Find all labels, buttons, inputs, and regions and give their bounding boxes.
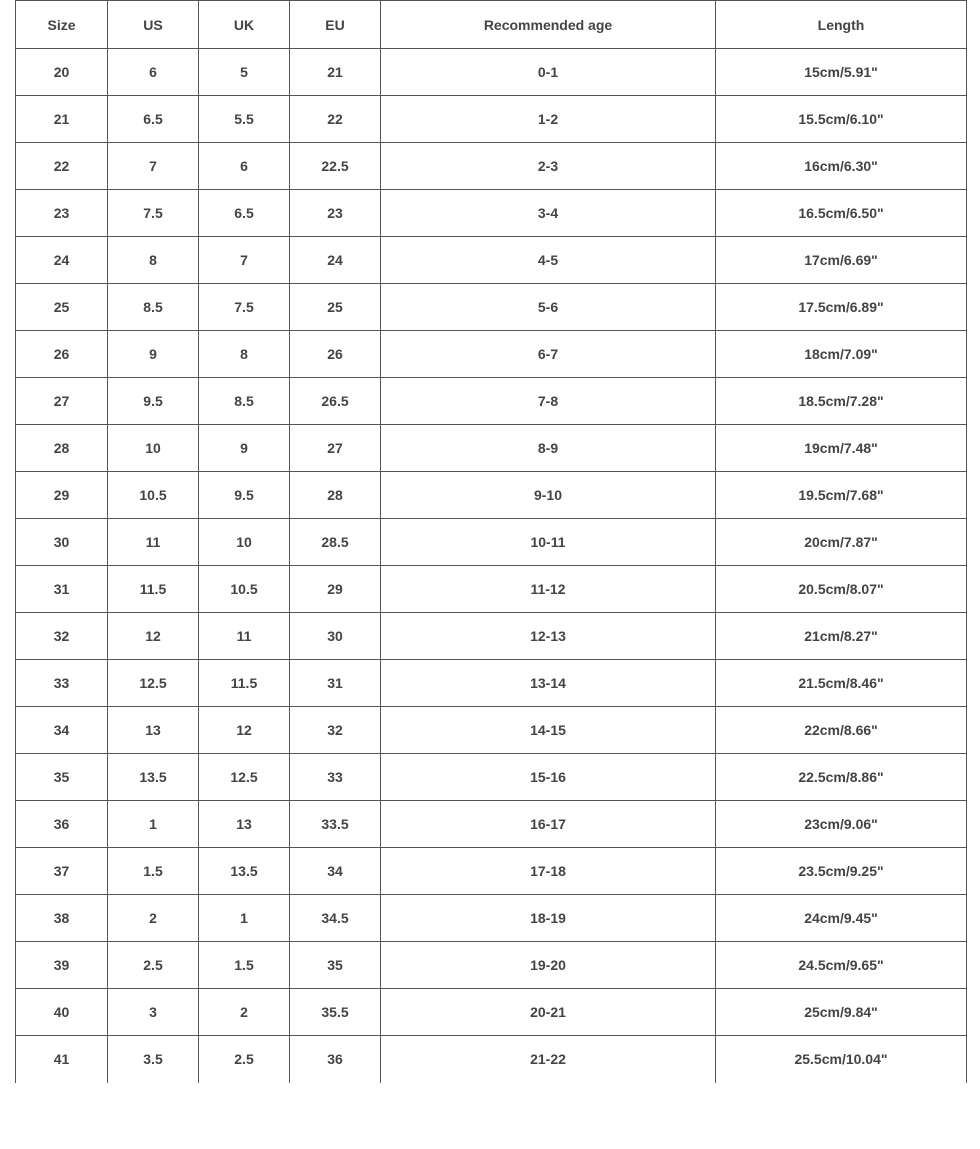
cell-uk: 6 xyxy=(199,143,290,190)
cell-us: 1.5 xyxy=(108,848,199,895)
table-row xyxy=(16,895,967,942)
cell-recommended-age: 12-13 xyxy=(381,613,716,660)
cell-eu: 34 xyxy=(290,848,381,895)
cell-eu: 30 xyxy=(290,613,381,660)
cell-eu: 22 xyxy=(290,96,381,143)
cell-size: 34 xyxy=(16,707,108,754)
cell-recommended-age: 7-8 xyxy=(381,378,716,425)
table-row xyxy=(16,143,967,190)
cell-us: 12.5 xyxy=(108,660,199,707)
table-body xyxy=(16,49,967,1083)
cell-us: 6.5 xyxy=(108,96,199,143)
table-row xyxy=(16,519,967,566)
table-row xyxy=(16,801,967,848)
cell-eu: 28.5 xyxy=(290,519,381,566)
cell-recommended-age: 3-4 xyxy=(381,190,716,237)
cell-length: 18cm/7.09" xyxy=(716,331,967,378)
cell-size: 31 xyxy=(16,566,108,613)
cell-eu: 25 xyxy=(290,284,381,331)
cell-length: 23cm/9.06" xyxy=(716,801,967,848)
cell-recommended-age: 14-15 xyxy=(381,707,716,754)
cell-size: 25 xyxy=(16,284,108,331)
table-row xyxy=(16,472,967,519)
table-row xyxy=(16,284,967,331)
cell-eu: 33 xyxy=(290,754,381,801)
header-us: US xyxy=(108,1,199,49)
cell-length: 20cm/7.87" xyxy=(716,519,967,566)
table-row xyxy=(16,331,967,378)
cell-length: 24.5cm/9.65" xyxy=(716,942,967,989)
table-row xyxy=(16,660,967,707)
cell-length: 22cm/8.66" xyxy=(716,707,967,754)
cell-size: 20 xyxy=(16,49,108,96)
cell-length: 23.5cm/9.25" xyxy=(716,848,967,895)
cell-length: 15cm/5.91" xyxy=(716,49,967,96)
cell-us: 8 xyxy=(108,237,199,284)
cell-recommended-age: 5-6 xyxy=(381,284,716,331)
cell-us: 2 xyxy=(108,895,199,942)
cell-size: 29 xyxy=(16,472,108,519)
cell-size: 27 xyxy=(16,378,108,425)
cell-recommended-age: 9-10 xyxy=(381,472,716,519)
cell-uk: 2 xyxy=(199,989,290,1036)
cell-uk: 1 xyxy=(199,895,290,942)
table-row xyxy=(16,613,967,660)
cell-uk: 11.5 xyxy=(199,660,290,707)
table-row xyxy=(16,707,967,754)
cell-size: 38 xyxy=(16,895,108,942)
cell-uk: 7 xyxy=(199,237,290,284)
cell-uk: 8.5 xyxy=(199,378,290,425)
table-row xyxy=(16,566,967,613)
cell-length: 20.5cm/8.07" xyxy=(716,566,967,613)
cell-uk: 5 xyxy=(199,49,290,96)
cell-us: 13.5 xyxy=(108,754,199,801)
cell-length: 17.5cm/6.89" xyxy=(716,284,967,331)
cell-length: 22.5cm/8.86" xyxy=(716,754,967,801)
cell-us: 9.5 xyxy=(108,378,199,425)
table-row xyxy=(16,1036,967,1083)
cell-length: 18.5cm/7.28" xyxy=(716,378,967,425)
table-row xyxy=(16,989,967,1036)
cell-uk: 6.5 xyxy=(199,190,290,237)
cell-eu: 23 xyxy=(290,190,381,237)
cell-us: 7.5 xyxy=(108,190,199,237)
cell-eu: 22.5 xyxy=(290,143,381,190)
cell-recommended-age: 19-20 xyxy=(381,942,716,989)
cell-eu: 35.5 xyxy=(290,989,381,1036)
cell-size: 40 xyxy=(16,989,108,1036)
table-row xyxy=(16,942,967,989)
cell-length: 17cm/6.69" xyxy=(716,237,967,284)
cell-size: 24 xyxy=(16,237,108,284)
cell-recommended-age: 11-12 xyxy=(381,566,716,613)
size-chart-table xyxy=(15,0,967,1083)
cell-size: 28 xyxy=(16,425,108,472)
cell-size: 37 xyxy=(16,848,108,895)
cell-recommended-age: 10-11 xyxy=(381,519,716,566)
cell-recommended-age: 4-5 xyxy=(381,237,716,284)
cell-eu: 35 xyxy=(290,942,381,989)
cell-size: 33 xyxy=(16,660,108,707)
cell-recommended-age: 6-7 xyxy=(381,331,716,378)
cell-size: 36 xyxy=(16,801,108,848)
cell-eu: 28 xyxy=(290,472,381,519)
cell-recommended-age: 2-3 xyxy=(381,143,716,190)
table-row xyxy=(16,49,967,96)
cell-recommended-age: 15-16 xyxy=(381,754,716,801)
cell-us: 1 xyxy=(108,801,199,848)
header-recommended-age: Recommended age xyxy=(381,1,716,49)
cell-eu: 29 xyxy=(290,566,381,613)
cell-us: 11 xyxy=(108,519,199,566)
table-row xyxy=(16,237,967,284)
cell-uk: 13 xyxy=(199,801,290,848)
cell-eu: 24 xyxy=(290,237,381,284)
cell-size: 21 xyxy=(16,96,108,143)
cell-uk: 12.5 xyxy=(199,754,290,801)
cell-length: 19cm/7.48" xyxy=(716,425,967,472)
cell-eu: 33.5 xyxy=(290,801,381,848)
cell-us: 3 xyxy=(108,989,199,1036)
cell-uk: 7.5 xyxy=(199,284,290,331)
cell-uk: 11 xyxy=(199,613,290,660)
table-row xyxy=(16,378,967,425)
header-uk: UK xyxy=(199,1,290,49)
cell-recommended-age: 20-21 xyxy=(381,989,716,1036)
table-row xyxy=(16,96,967,143)
cell-uk: 9.5 xyxy=(199,472,290,519)
table-row xyxy=(16,754,967,801)
table-header-row xyxy=(16,1,967,49)
cell-eu: 21 xyxy=(290,49,381,96)
cell-uk: 12 xyxy=(199,707,290,754)
cell-length: 25cm/9.84" xyxy=(716,989,967,1036)
cell-recommended-age: 8-9 xyxy=(381,425,716,472)
cell-us: 7 xyxy=(108,143,199,190)
cell-us: 12 xyxy=(108,613,199,660)
cell-recommended-age: 13-14 xyxy=(381,660,716,707)
cell-uk: 8 xyxy=(199,331,290,378)
cell-length: 21.5cm/8.46" xyxy=(716,660,967,707)
cell-us: 8.5 xyxy=(108,284,199,331)
cell-uk: 10.5 xyxy=(199,566,290,613)
cell-length: 25.5cm/10.04" xyxy=(716,1036,967,1083)
cell-recommended-age: 0-1 xyxy=(381,49,716,96)
cell-size: 32 xyxy=(16,613,108,660)
cell-size: 22 xyxy=(16,143,108,190)
cell-size: 35 xyxy=(16,754,108,801)
cell-size: 23 xyxy=(16,190,108,237)
cell-eu: 34.5 xyxy=(290,895,381,942)
cell-recommended-age: 21-22 xyxy=(381,1036,716,1083)
cell-eu: 36 xyxy=(290,1036,381,1083)
header-size: Size xyxy=(16,1,108,49)
cell-length: 21cm/8.27" xyxy=(716,613,967,660)
cell-recommended-age: 18-19 xyxy=(381,895,716,942)
cell-length: 19.5cm/7.68" xyxy=(716,472,967,519)
cell-us: 10.5 xyxy=(108,472,199,519)
cell-eu: 27 xyxy=(290,425,381,472)
cell-length: 15.5cm/6.10" xyxy=(716,96,967,143)
cell-size: 39 xyxy=(16,942,108,989)
cell-us: 13 xyxy=(108,707,199,754)
header-eu: EU xyxy=(290,1,381,49)
cell-recommended-age: 16-17 xyxy=(381,801,716,848)
cell-eu: 26.5 xyxy=(290,378,381,425)
cell-us: 9 xyxy=(108,331,199,378)
cell-size: 41 xyxy=(16,1036,108,1083)
cell-eu: 32 xyxy=(290,707,381,754)
cell-eu: 26 xyxy=(290,331,381,378)
cell-uk: 2.5 xyxy=(199,1036,290,1083)
cell-length: 16.5cm/6.50" xyxy=(716,190,967,237)
cell-us: 3.5 xyxy=(108,1036,199,1083)
cell-us: 6 xyxy=(108,49,199,96)
cell-size: 26 xyxy=(16,331,108,378)
table-row xyxy=(16,425,967,472)
table-row xyxy=(16,190,967,237)
cell-recommended-age: 17-18 xyxy=(381,848,716,895)
cell-recommended-age: 1-2 xyxy=(381,96,716,143)
cell-uk: 5.5 xyxy=(199,96,290,143)
cell-length: 24cm/9.45" xyxy=(716,895,967,942)
cell-us: 10 xyxy=(108,425,199,472)
cell-size: 30 xyxy=(16,519,108,566)
cell-uk: 1.5 xyxy=(199,942,290,989)
cell-uk: 13.5 xyxy=(199,848,290,895)
cell-uk: 10 xyxy=(199,519,290,566)
cell-eu: 31 xyxy=(290,660,381,707)
cell-uk: 9 xyxy=(199,425,290,472)
header-length: Length xyxy=(716,1,967,49)
table-row xyxy=(16,848,967,895)
cell-us: 11.5 xyxy=(108,566,199,613)
cell-length: 16cm/6.30" xyxy=(716,143,967,190)
cell-us: 2.5 xyxy=(108,942,199,989)
